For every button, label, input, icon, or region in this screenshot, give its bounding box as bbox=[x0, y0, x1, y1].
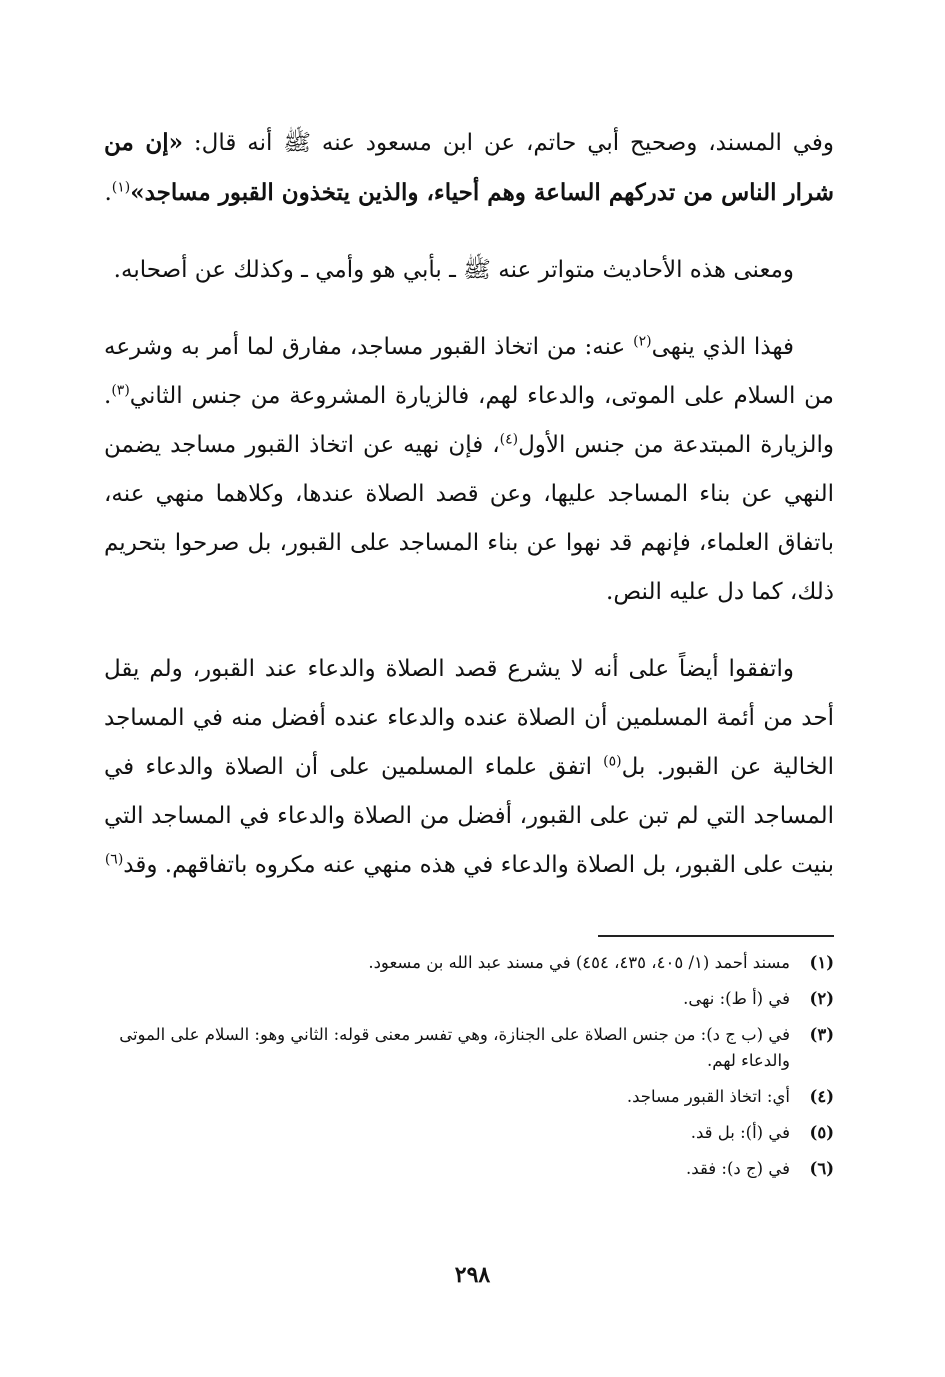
footnote-number: (١) bbox=[809, 953, 834, 972]
p1-end: . bbox=[104, 180, 112, 206]
footnote-divider bbox=[598, 935, 834, 937]
hadith-quote: «إن من شرار الناس من تدركهم الساعة وهم أحياء، والذين يتخذون القبور مساجد» bbox=[104, 129, 834, 206]
footnote-ref-6: (٦) bbox=[104, 851, 124, 868]
p3-text-b: عنه: من اتخاذ القبور مساجد، مفارق لما أمر به وشرعه من السلام على الموتى، والدعاء لهم، فالزيارة المشروعة من جنس الثاني bbox=[104, 334, 834, 409]
footnote-text: مسند أحمد (١/ ٤٠٥، ٤٣٥، ٤٥٤) في مسند عبد الله بن مسعود. bbox=[368, 953, 790, 972]
p4-text-b: اتفق علماء المسلمين على أن الصلاة والدعاء في المساجد التي لم تبن على القبور، أفضل من الصلاة والدعاء في المساجد التي بنيت على القبور، بل الصلاة والدعاء في هذه منهي عنه مكروه باتفاقهم. وقد bbox=[104, 754, 834, 878]
footnote-1 bbox=[104, 950, 834, 976]
page-number: ٢٩٨ bbox=[454, 1262, 491, 1288]
footnote-number: (٣) bbox=[809, 1025, 834, 1044]
footnote-ref-4: (٤) bbox=[499, 431, 519, 448]
footnote-text: في (أ ط): نهى. bbox=[683, 989, 790, 1008]
paragraph-2 bbox=[104, 246, 834, 295]
footnote-ref-5: (٥) bbox=[603, 753, 622, 770]
paragraph-1 bbox=[104, 118, 834, 218]
footnote-number: (٢) bbox=[809, 989, 834, 1008]
footnote-ref-2: (٢) bbox=[633, 333, 652, 350]
footnote-number: (٥) bbox=[809, 1123, 834, 1142]
p2-text: ومعنى هذه الأحاديث متواتر عنه ﷺ ـ بأبي هو وأمي ـ وكذلك عن أصحابه. bbox=[113, 257, 794, 283]
paragraph-3 bbox=[104, 323, 834, 617]
paragraph-4 bbox=[104, 645, 834, 890]
main-text bbox=[104, 118, 834, 890]
footnote-5 bbox=[104, 1120, 834, 1146]
footnote-2 bbox=[104, 986, 834, 1012]
footnote-number: (٤) bbox=[809, 1087, 834, 1106]
footnote-ref-3: (٣) bbox=[111, 382, 130, 399]
footnote-text: أي: اتخاذ القبور مساجد. bbox=[626, 1087, 790, 1106]
footnote-text: في (ج د): فقد. bbox=[686, 1159, 790, 1178]
p1-text: وفي المسند، وصحيح أبي حاتم، عن ابن مسعود عنه ﷺ أنه قال: bbox=[183, 130, 834, 156]
footnote-text: في (ب ج د): من جنس الصلاة على الجنازة، وهي تفسر معنى قوله: الثاني وهو: السلام على الموتى والدعاء لهم. bbox=[119, 1025, 790, 1070]
footnote-ref-1: (١) bbox=[111, 179, 131, 196]
footnote-3 bbox=[104, 1022, 834, 1074]
footnote-4 bbox=[104, 1084, 834, 1110]
p3-text-a: فهذا الذي ينهى bbox=[651, 334, 794, 360]
footnote-6 bbox=[104, 1156, 834, 1182]
p4-text-a: واتفقوا أيضاً على أنه لا يشرع قصد الصلاة والدعاء عند القبور، ولم يقل أحد من أئمة المسلمين أن الصلاة عنده والدعاء عنده أفضل منه في المساجد الخالية عن القبور. بل bbox=[104, 656, 834, 780]
footnote-number: (٦) bbox=[809, 1159, 834, 1178]
p3-text-c: . والزيارة المبتدعة من جنس الأول bbox=[104, 383, 834, 458]
footnotes bbox=[104, 950, 834, 1192]
p3-text-d: ، فإن نهيه عن اتخاذ القبور مساجد يضمن النهي عن بناء المساجد عليها، وعن قصد الصلاة عندها، وكلاهما منهي عنه، باتفاق العلماء، فإنهم قد نهوا عن بناء المساجد على القبور، بل صرحوا بتحريم ذلك، كما دل عليه النص. bbox=[104, 432, 834, 605]
footnote-text: في (أ): بل قد. bbox=[690, 1123, 790, 1142]
